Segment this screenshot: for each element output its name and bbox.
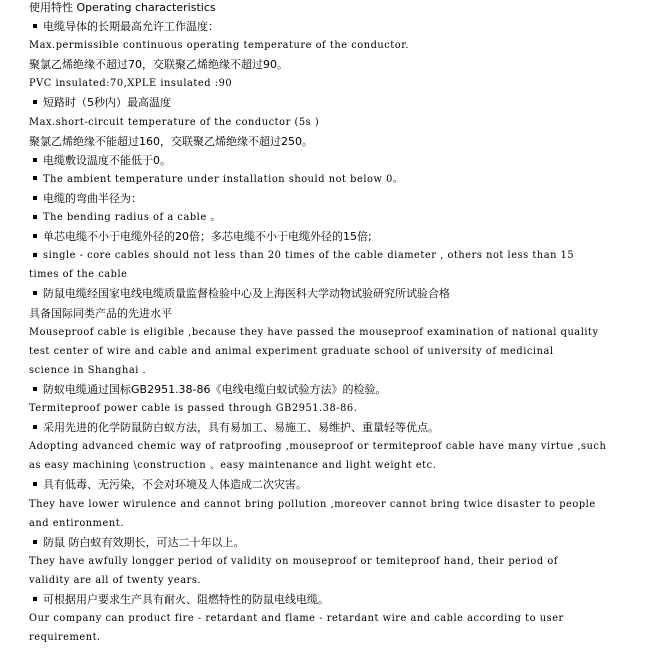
bullet-item: 防鼠电缆经国家电线电缆质量监督检验中心及上海医科大学动物试验研究所试验合格 [29, 284, 450, 303]
text-line: Adopting advanced chemic way of ratproofing ,mouseproof or termiteproof cable have many virtue ,such [29, 441, 607, 453]
bullet-item: 防蚁电缆通过国标GB2951.38-86《电线电缆白蚁试验方法》的检验。 [29, 380, 387, 399]
text-line: Termiteproof power cable is passed through GB2951.38-86. [29, 403, 358, 414]
text-line: validity are all of twenty years. [29, 574, 202, 586]
text-line: times of the cable [29, 269, 128, 281]
text-line: and entironment. [29, 517, 124, 529]
text-line: PVC insulated:70,XPLE insulated :90 [29, 78, 233, 90]
bullet-item: 具有低毒、无污染，不会对环境及人体造成二次灾害。 [29, 475, 307, 494]
bullet-item: single - core cables should not less than 20 times of the cable diameter , others not less than 15 [29, 246, 574, 265]
text-line: requirement. [29, 632, 101, 644]
text-line: Max.permissible continuous operating temperature of the conductor. [29, 40, 410, 52]
text-line: They have lower wirulence and cannot bring pollution ,moreover cannot bring twice disaster to people [29, 498, 596, 510]
bullet-item: 防鼠 防白蚁有效期长，可达二十年以上。 [29, 533, 245, 552]
text-line: Our company can product fire - retardant and flame - retardant wire and cable according to user [29, 613, 564, 625]
bullet-item: The ambient temperature under installation should not below 0。 [29, 170, 403, 189]
text-line: Mouseproof cable is eligible ,because they have passed the mouseproof examination of national quality [29, 326, 599, 338]
text-line: They have awfully longger period of validity on mouseproof or temiteproof hand, their period of [29, 555, 558, 567]
text-line: as easy machining \construction 、easy maintenance and light weight etc. [29, 460, 437, 472]
text-line: Max.short-circuit temperature of the conductor (5s ) [29, 116, 320, 128]
bullet-item: 电缆导体的长期最高允许工作温度： [29, 17, 219, 36]
text-line: 聚氯乙烯绝缘不超过70，交联聚乙烯绝缘不超过90。 [29, 58, 288, 72]
bullet-item: 可根据用户要求生产具有耐火、阻燃特性的防鼠电线电缆。 [29, 590, 329, 609]
text-line: 聚氯乙烯绝缘不能超过160，交联聚乙烯绝缘不超过250。 [29, 134, 313, 148]
bullet-item: The bending radius of a cable 。 [29, 208, 221, 227]
bullet-item: 单芯电缆不小于电缆外径的20倍；多芯电缆不小于电缆外径的15倍; [29, 227, 372, 246]
page-title: 使用特性 Operating characteristics [29, 1, 216, 14]
text-line: test center of wire and cable and animal experiment graduate school of university of medicinal [29, 345, 554, 357]
bullet-item: 采用先进的化学防鼠防白蚁方法，具有易加工、易施工、易维护、重量轻等优点。 [29, 418, 439, 437]
bullet-item: 电缆敷设温度不能低于0。 [29, 151, 171, 170]
text-line: science in Shanghai . [29, 364, 147, 376]
bullet-item: 短路时（5秒内）最高温度 [29, 93, 171, 112]
bullet-item: 电缆的弯曲半径为： [29, 189, 142, 208]
text-line: 具备国际同类产品的先进水平 [29, 306, 172, 320]
